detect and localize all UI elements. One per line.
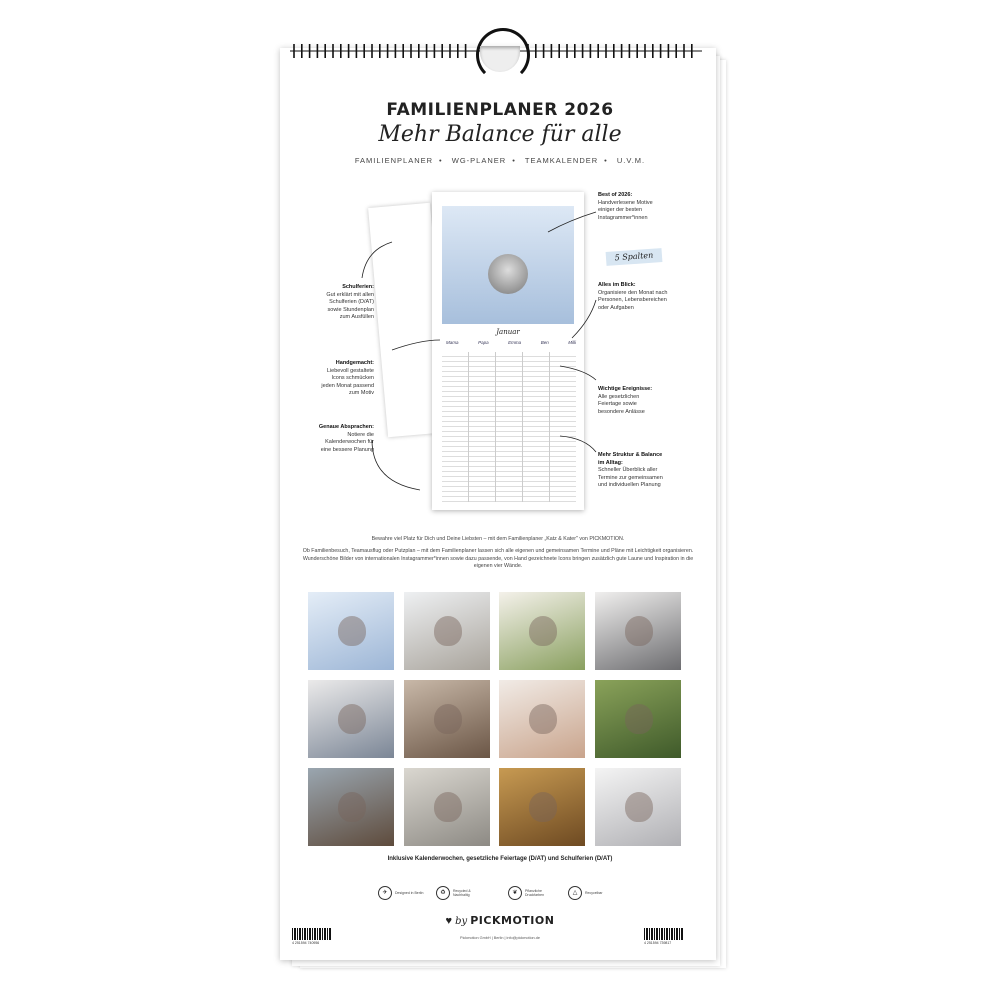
cat-silhouette <box>625 792 653 822</box>
cat-silhouette <box>338 704 366 734</box>
cat-silhouette <box>625 616 653 646</box>
photo-cat-grey <box>308 680 394 758</box>
mockup-column: Papa <box>478 340 489 345</box>
cat-silhouette <box>434 616 462 646</box>
annotation-ereignisse: Wichtige Ereignisse: Alle gesetzlichen Feiertage sowie besondere Anlässe <box>598 386 653 415</box>
tag: FAMILIENPLANER <box>354 156 434 165</box>
photo-cat-meadow <box>595 680 681 758</box>
recyclable-icon: △ <box>568 886 582 900</box>
calendar-title: FAMILIENPLANER 2026 <box>386 100 614 120</box>
cat-silhouette <box>434 704 462 734</box>
cat-silhouette <box>434 792 462 822</box>
mockup-month: Januar <box>496 328 520 336</box>
mockup-column: Emma <box>508 340 522 345</box>
annotation-blick: Alles im Blick: Organisiere den Monat nach Personen, Lebensbereichen oder Aufgaben <box>598 282 668 311</box>
annotation-schulferien: Schulferien: Gut erklärt mit allen Schulferien (D/AT) sowie Stundenplan zum Ausfüllen <box>326 284 374 320</box>
annotation-handgemacht: Handgemacht: Liebevoll gestaltete Icons schmücken jeden Monat passend zum Motiv <box>321 360 374 396</box>
cat-silhouette <box>529 616 557 646</box>
feature-item: ♻ Recycled & Nachhaltig <box>436 886 487 900</box>
photo-cat-winter <box>404 592 490 670</box>
feature-item: ❦ Pflanzliche Druckfarben <box>508 886 559 900</box>
photo-cat-sleeping <box>404 680 490 758</box>
mockup-column: Mama <box>446 340 459 345</box>
description-body: Ob Familienbesuch, Teamausflug oder Putzplan – mit dem Familienplaner lassen sich alle eigenen und gemeinsamen Termine und Pläne mit Leichtigkeit organisieren. Wunderschöne Bilder von internationalen Instagrammer*innen sowie dazu passende, von Hand gezeichnete Icons bringen zusätzlich gute Laune und Inspiration in die eigenen vier Wände. <box>302 548 694 569</box>
tag: WG-PLANER <box>451 156 507 165</box>
publisher-address: Pickmotion GmbH | Berlin | info@pickmotion.de <box>460 936 540 940</box>
barcode-left-number: 4 251594 740956 <box>292 941 320 945</box>
tag: TEAMKALENDER <box>524 156 599 165</box>
photo-cat-snow <box>308 592 394 670</box>
feature-icons <box>374 886 624 906</box>
heart-icon: ♥ <box>445 915 453 927</box>
tag: U.V.M. <box>616 156 646 165</box>
brand-name: PICKMOTION <box>470 914 555 927</box>
photo-cat-knit <box>499 768 585 846</box>
photo-grid <box>308 592 680 848</box>
cat-silhouette <box>529 792 557 822</box>
barcode-left <box>292 928 332 940</box>
annotation-struktur: Mehr Struktur & Balance im Alltag: Schneller Überblick aller Termine zur gemeinsamen und individuellen Planung <box>598 452 663 488</box>
columns-badge: 5 Spalten <box>606 248 663 266</box>
cat-silhouette <box>529 704 557 734</box>
included-features: Inklusive Kalenderwochen, gesetzliche Feiertage (D/AT) und Schulferien (D/AT) <box>387 856 613 862</box>
brand-logo: ♥ by PICKMOTION <box>445 914 555 927</box>
calendar-subtitle: Mehr Balance für alle <box>378 122 622 147</box>
description-intro: Bewahre viel Platz für Dich und Deine Liebsten – mit dem Familienplaner „Katz & Kater" von PICKMOTION. <box>371 536 625 542</box>
barcode-right <box>644 928 684 940</box>
cat-silhouette <box>625 704 653 734</box>
photo-cat-lake <box>308 768 394 846</box>
mockup-column: Ben <box>540 340 549 345</box>
barcode-right-number: 4 251594 739817 <box>644 941 672 945</box>
photo-kittens-bowl <box>595 768 681 846</box>
cat-silhouette <box>338 792 366 822</box>
annotation-absprachen: Genaue Absprachen: Notiere die Kalenderwochen für eine bessere Planung <box>318 424 374 453</box>
photo-cat-basket <box>499 592 585 670</box>
annotation-best: Best of 2026: Handverlesene Motive einiger der besten Instagrammer*innen <box>598 192 653 221</box>
mockup-column: Milli <box>568 340 576 345</box>
photo-cat-blanket <box>595 592 681 670</box>
feature-item: ✈ Designed in Berlin <box>378 886 429 900</box>
made-in-icon: ✈ <box>378 886 392 900</box>
recycled-icon: ♻ <box>436 886 450 900</box>
cat-silhouette <box>338 616 366 646</box>
photo-cat-flowers <box>499 680 585 758</box>
photo-cat-tiles <box>404 768 490 846</box>
plant-based-ink-icon: ❦ <box>508 886 522 900</box>
feature-item: △ Recycelbar <box>568 886 619 900</box>
calendar-tags: FAMILIENPLANER • WG-PLANER • TEAMKALENDER • U.V.M. <box>354 156 646 165</box>
